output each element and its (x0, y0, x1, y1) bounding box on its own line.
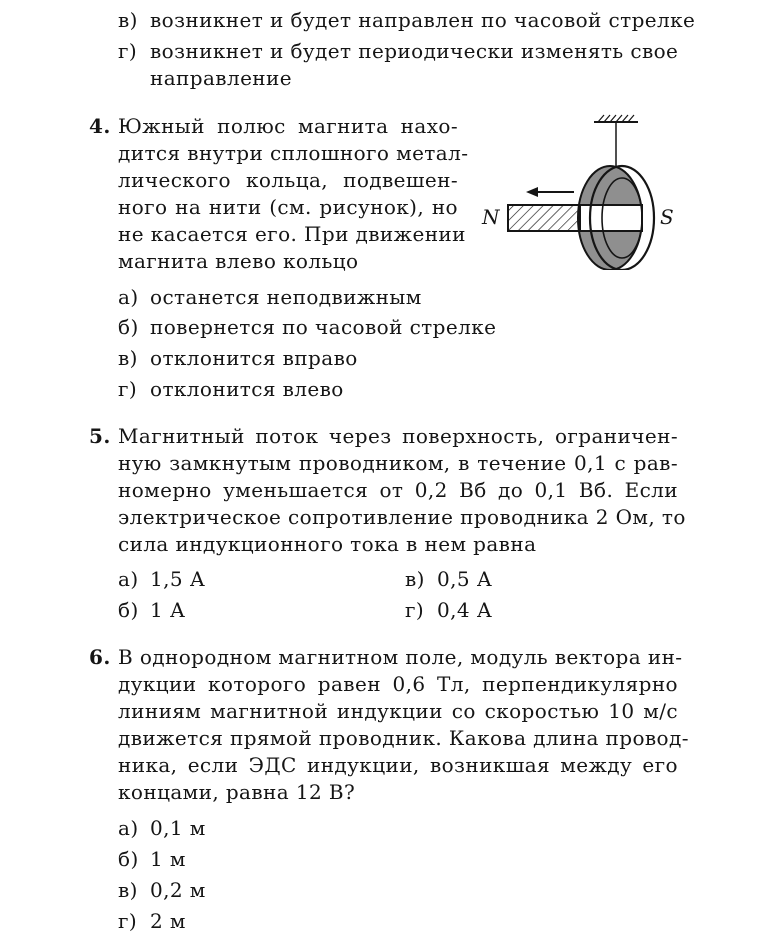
q6-option-a: а) 0,1 м (118, 816, 206, 840)
q6-option-b: б) 1 м (118, 847, 186, 871)
motion-arrow-head (526, 187, 538, 197)
q4-option-b: б) повернется по часовой стрелке (118, 315, 497, 339)
q4-option-g: г) отклонится влево (118, 377, 344, 401)
q6-line: дукции которого равен 0,6 Тл, перпендикулярно (118, 672, 678, 696)
south-pole-label: S (660, 205, 675, 229)
q4-line: магнита влево кольцо (118, 249, 359, 273)
q5-line: Магнитный поток через поверхность, ограничен- (118, 424, 678, 448)
q4-line: лического кольца, подвешен- (118, 168, 458, 192)
ceiling-hatch (598, 115, 634, 122)
q4-number: 4. (89, 114, 111, 138)
q3-option-g: г) возникнет и будет периодически изменять свое (118, 39, 679, 63)
q6-line: В однородном магнитном поле, модуль вектора ин- (118, 645, 683, 669)
q4-option-v: в) отклонится вправо (118, 346, 358, 370)
north-pole-label: N (482, 205, 500, 229)
q5-line: сила индукционного тока в нем равна (118, 532, 537, 556)
q5-option-a: а) 1,5 А (118, 567, 206, 591)
q3-option-g-cont: направление (150, 66, 293, 90)
q4-line: дится внутри сплошного метал- (118, 141, 469, 165)
q5-line: электрическое сопротивление проводника 2 Ом, то (118, 505, 686, 529)
q5-line: номерно уменьшается от 0,2 Вб до 0,1 Вб. Если (118, 478, 678, 502)
q5-option-v: в) 0,5 А (405, 567, 493, 591)
magnet-ring-figure (470, 110, 680, 270)
q6-option-v: в) 0,2 м (118, 878, 206, 902)
q5-option-b: б) 1 А (118, 598, 186, 622)
q6-option-g: г) 2 м (118, 909, 186, 933)
q6-line: движется прямой проводник. Какова длина провод- (118, 726, 689, 750)
q6-line: ника, если ЭДС индукции, возникшая между его (118, 753, 678, 777)
q6-number: 6. (89, 645, 111, 669)
q6-line: концами, равна 12 В? (118, 780, 356, 804)
q5-number: 5. (89, 424, 111, 448)
q3-option-v: в) возникнет и будет направлен по часовой стрелке (118, 8, 696, 32)
q4-line: Южный полюс магнита нахо- (118, 114, 458, 138)
q5-line: ную замкнутым проводником, в течение 0,1 с рав- (118, 451, 678, 475)
q4-option-a: а) останется неподвижным (118, 285, 422, 309)
q6-line: линиям магнитной индукции со скоростью 10 м/с (118, 699, 678, 723)
q5-option-g: г) 0,4 А (405, 598, 493, 622)
q4-line: ного на нити (см. рисунок), но (118, 195, 458, 219)
magnet-north-part (508, 205, 580, 231)
q4-line: не касается его. При движении (118, 222, 466, 246)
